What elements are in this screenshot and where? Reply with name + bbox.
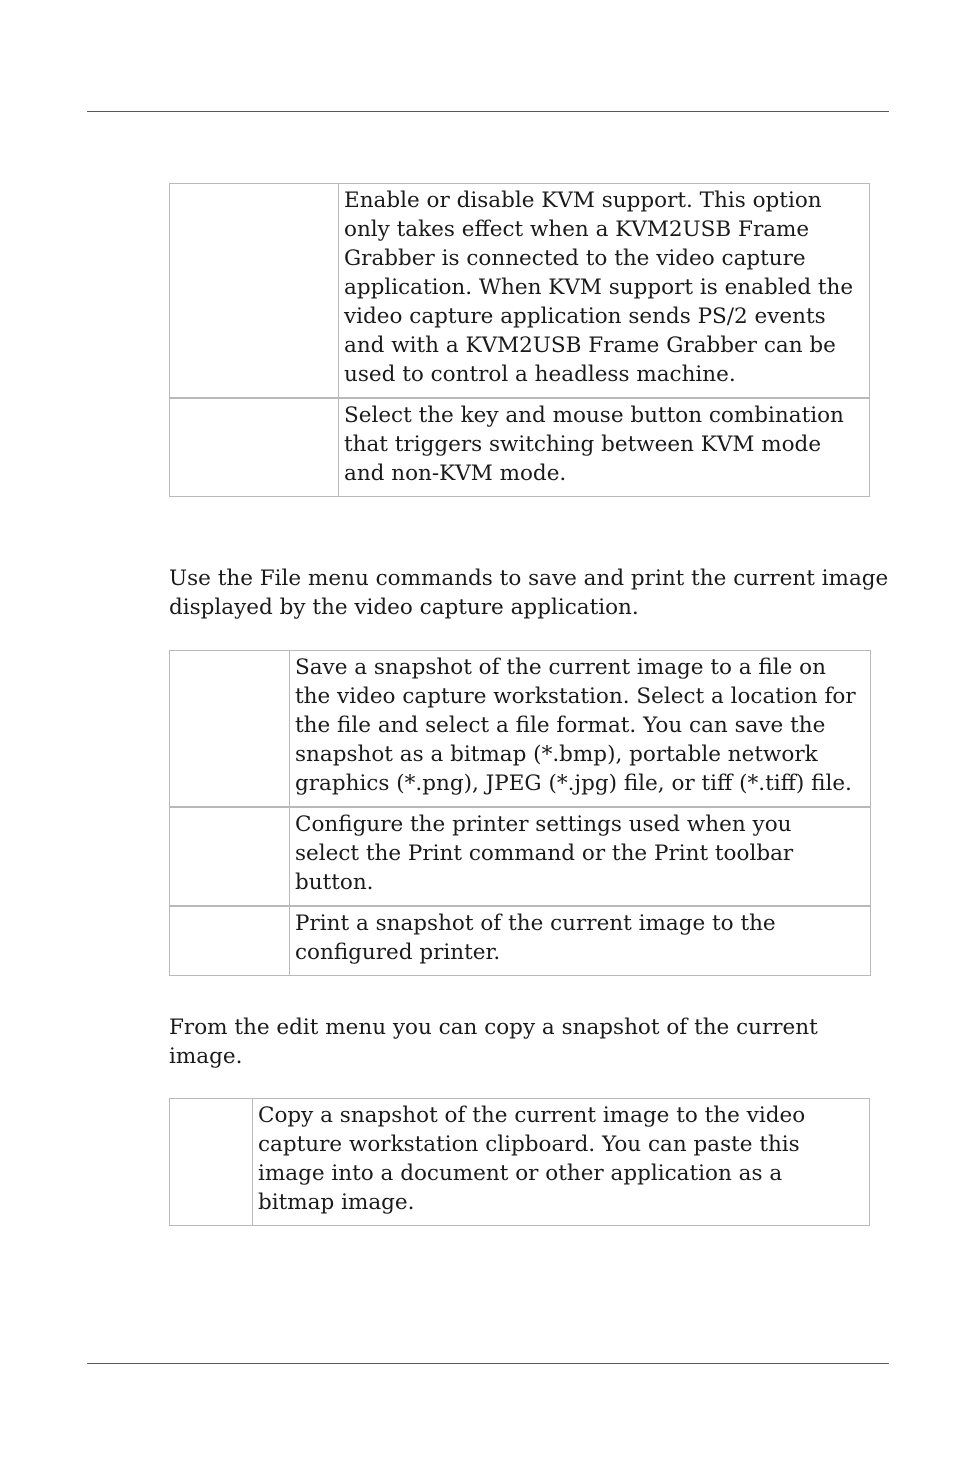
option-description: Enable or disable KVM support. This option only takes effect when a KVM2USB Frame Grabber is connected to the video capture application. When KVM support is enabled the video capture application sends PS/2 events and with a KVM2USB Frame Grabber can be used to control a headless machine. xyxy=(339,184,870,399)
command-name-cell xyxy=(170,807,290,906)
file-menu-table xyxy=(169,650,871,976)
option-name-cell xyxy=(170,398,339,497)
command-description: Copy a snapshot of the current image to the video capture workstation clipboard. You can paste this image into a document or other application as a bitmap image. xyxy=(253,1099,870,1226)
table-row xyxy=(170,906,871,976)
edit-menu-table xyxy=(169,1098,870,1226)
edit-menu-intro: From the edit menu you can copy a snapshot of the current image. xyxy=(169,1015,818,1069)
command-name-cell xyxy=(170,906,290,976)
table-row xyxy=(170,184,870,399)
option-name-cell xyxy=(170,184,339,399)
table-row xyxy=(170,1099,870,1226)
table-row xyxy=(170,398,870,497)
command-description: Print a snapshot of the current image to the configured printer. xyxy=(290,906,871,976)
kvm-options-table xyxy=(169,183,870,497)
file-menu-intro: Use the File menu commands to save and print the current image displayed by the video capture application. xyxy=(169,566,889,620)
header-rule xyxy=(87,111,889,112)
command-description: Configure the printer settings used when you select the Print command or the Print toolbar button. xyxy=(290,807,871,906)
table-row xyxy=(170,651,871,808)
table-row xyxy=(170,807,871,906)
command-name-cell xyxy=(170,651,290,808)
footer-rule xyxy=(87,1363,889,1364)
command-description: Save a snapshot of the current image to a file on the video capture workstation. Select a location for the file and select a file format. You can save the snapshot as a bitmap (*.bmp), portable network graphics (*.png), JPEG (*.jpg) file, or tiff (*.tiff) file. xyxy=(290,651,871,808)
command-name-cell xyxy=(170,1099,253,1226)
option-description: Select the key and mouse button combination that triggers switching between KVM mode and non-KVM mode. xyxy=(339,398,870,497)
